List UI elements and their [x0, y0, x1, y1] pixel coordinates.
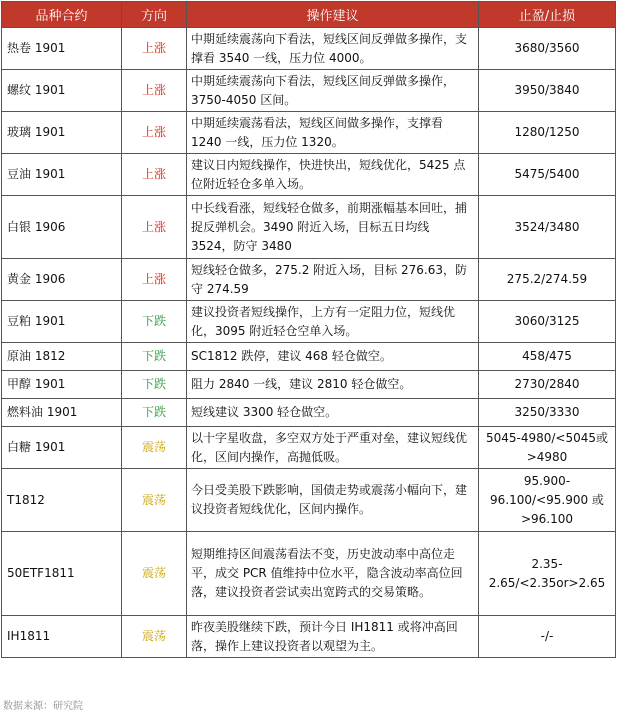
advice-cell: 中期延续震荡向下看法，短线区间反弹做多操作，支撑看 3540 一线，压力位 4000。	[187, 28, 479, 70]
advice-cell: 中期延续震荡看法，短线区间做多操作，支撑看 1240 一线，压力位 1320。	[187, 112, 479, 154]
advice-cell: 建议投资者短线操作，上方有一定阻力位，短线优化，3095 附近轻仓空单入场。	[187, 301, 479, 343]
stop-cell: -/-	[479, 616, 616, 658]
contract-name: 甲醇 1901	[2, 371, 122, 399]
table-row	[2, 616, 616, 658]
advice-cell: 中期延续震荡向下看法，短线区间反弹做多操作， 3750-4050 区间。	[187, 70, 479, 112]
direction-cell: 上涨	[122, 112, 187, 154]
table-row	[2, 112, 616, 154]
advice-cell: 昨夜美股继续下跌，预计今日 IH1811 或将冲高回落，操作上建议投资者以观望为主。	[187, 616, 479, 658]
table-row	[2, 259, 616, 301]
header-row	[2, 2, 616, 28]
stop-cell: 3680/3560	[479, 28, 616, 70]
direction-cell: 下跌	[122, 399, 187, 427]
direction-cell: 上涨	[122, 196, 187, 259]
direction-cell: 震荡	[122, 469, 187, 532]
direction-cell: 下跌	[122, 371, 187, 399]
contract-name: 50ETF1811	[2, 532, 122, 616]
contract-name: 黄金 1906	[2, 259, 122, 301]
stop-cell: 3250/3330	[479, 399, 616, 427]
contract-name: 燃料油 1901	[2, 399, 122, 427]
contract-name: 原油 1812	[2, 343, 122, 371]
stop-cell: 5475/5400	[479, 154, 616, 196]
advice-cell: 阻力 2840 一线，建议 2810 轻仓做空。	[187, 371, 479, 399]
advice-cell: 中长线看涨，短线轻仓做多，前期涨幅基本回吐，捕捉反弹机会。3490 附近入场，目标五日均线 3524，防守 3480	[187, 196, 479, 259]
table-row	[2, 532, 616, 616]
stop-cell: 1280/1250	[479, 112, 616, 154]
table-row	[2, 28, 616, 70]
advice-cell: 短线轻仓做多，275.2 附近入场，目标 276.63，防守 274.59	[187, 259, 479, 301]
direction-cell: 下跌	[122, 301, 187, 343]
header-direction: 方向	[122, 2, 187, 28]
table-row	[2, 154, 616, 196]
table-row	[2, 301, 616, 343]
table-row	[2, 399, 616, 427]
contract-name: 螺纹 1901	[2, 70, 122, 112]
stop-cell: 5045-4980/<5045或>4980	[479, 427, 616, 469]
table-row	[2, 70, 616, 112]
direction-cell: 震荡	[122, 427, 187, 469]
advice-cell: 短期维持区间震荡看法不变，历史波动率中高位走平，成交 PCR 值维持中位水平，隐含波动率高位回落，建议投资者尝试卖出宽跨式的交易策略。	[187, 532, 479, 616]
direction-cell: 上涨	[122, 259, 187, 301]
contract-name: 热卷 1901	[2, 28, 122, 70]
advice-cell: 今日受美股下跌影响，国债走势或震荡小幅向下，建议投资者短线优化，区间内操作。	[187, 469, 479, 532]
header-take-profit-stop-loss: 止盈/止损	[479, 2, 616, 28]
table-row	[2, 371, 616, 399]
contract-name: 豆油 1901	[2, 154, 122, 196]
table-row	[2, 343, 616, 371]
advice-cell: 短线建议 3300 轻仓做空。	[187, 399, 479, 427]
contract-name: 豆粕 1901	[2, 301, 122, 343]
table-row	[2, 469, 616, 532]
direction-cell: 震荡	[122, 532, 187, 616]
header-advice: 操作建议	[187, 2, 479, 28]
table-row	[2, 427, 616, 469]
table-row	[2, 196, 616, 259]
direction-cell: 下跌	[122, 343, 187, 371]
direction-cell: 上涨	[122, 154, 187, 196]
stop-cell: 458/475	[479, 343, 616, 371]
contract-name: IH1811	[2, 616, 122, 658]
stop-cell: 2730/2840	[479, 371, 616, 399]
direction-cell: 上涨	[122, 28, 187, 70]
direction-cell: 上涨	[122, 70, 187, 112]
header-contract: 品种合约	[2, 2, 122, 28]
stop-cell: 3060/3125	[479, 301, 616, 343]
stop-cell: 2.35-2.65/<2.35or>2.65	[479, 532, 616, 616]
contract-name: 白银 1906	[2, 196, 122, 259]
contract-name: 玻璃 1901	[2, 112, 122, 154]
contract-name: T1812	[2, 469, 122, 532]
advice-cell: SC1812 跌停，建议 468 轻仓做空。	[187, 343, 479, 371]
advice-cell: 以十字星收盘，多空双方处于严重对垒，建议短线优化，区间内操作，高抛低吸。	[187, 427, 479, 469]
stop-cell: 95.900-96.100/<95.900 或>96.100	[479, 469, 616, 532]
direction-cell: 震荡	[122, 616, 187, 658]
futures-advice-table	[1, 1, 616, 658]
stop-cell: 275.2/274.59	[479, 259, 616, 301]
contract-name: 白糖 1901	[2, 427, 122, 469]
stop-cell: 3524/3480	[479, 196, 616, 259]
stop-cell: 3950/3840	[479, 70, 616, 112]
footnote: 数据来源：研究院	[3, 701, 83, 712]
advice-cell: 建议日内短线操作，快进快出，短线优化，5425 点位附近轻仓多单入场。	[187, 154, 479, 196]
